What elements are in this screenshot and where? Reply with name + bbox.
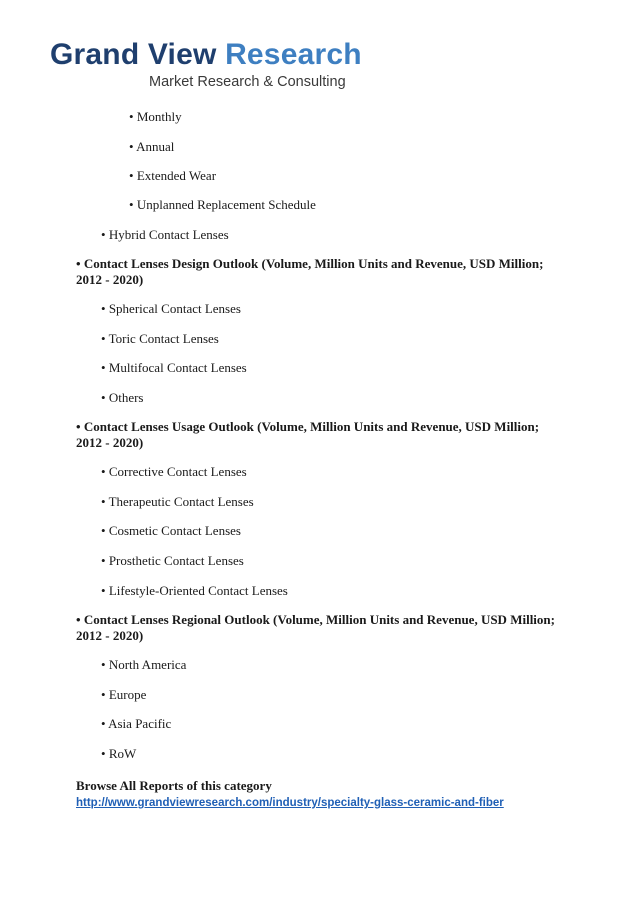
section-heading-regional: • Contact Lenses Regional Outlook (Volume, Million Units and Revenue, USD Million; 2012 - 2020) bbox=[76, 612, 555, 643]
brand-name-part1: Grand View bbox=[50, 38, 217, 71]
list-item: • Toric Contact Lenses bbox=[101, 331, 219, 346]
list-item: • Unplanned Replacement Schedule bbox=[129, 197, 316, 212]
list-item: • Monthly bbox=[129, 109, 182, 124]
list-item: • Annual bbox=[129, 139, 175, 154]
list-item: • Spherical Contact Lenses bbox=[101, 301, 241, 316]
brand-name bbox=[50, 38, 362, 72]
browse-reports bbox=[76, 778, 566, 811]
brand-tagline: Market Research & Consulting bbox=[149, 74, 346, 90]
list-item: • Hybrid Contact Lenses bbox=[101, 227, 229, 242]
list-item: • Europe bbox=[101, 687, 147, 702]
brand-logo bbox=[50, 38, 362, 90]
category-link[interactable]: http://www.grandviewresearch.com/industry/specialty-glass-ceramic-and-fiber bbox=[76, 797, 504, 809]
list-item: • Corrective Contact Lenses bbox=[101, 464, 247, 479]
list-item: • Prosthetic Contact Lenses bbox=[101, 553, 244, 568]
list-item: • Multifocal Contact Lenses bbox=[101, 360, 247, 375]
list-item: • Asia Pacific bbox=[101, 716, 172, 731]
list-item: • RoW bbox=[101, 746, 137, 761]
list-item: • North America bbox=[101, 657, 187, 672]
list-item: • Others bbox=[101, 390, 144, 405]
section-heading-usage: • Contact Lenses Usage Outlook (Volume, Million Units and Revenue, USD Million; 2012 - 2020) bbox=[76, 419, 540, 450]
list-item: • Cosmetic Contact Lenses bbox=[101, 523, 241, 538]
brand-name-part2: Research bbox=[225, 38, 362, 71]
list-item: • Therapeutic Contact Lenses bbox=[101, 494, 254, 509]
list-item: • Extended Wear bbox=[129, 168, 217, 183]
section-heading-design: • Contact Lenses Design Outlook (Volume, Million Units and Revenue, USD Million; 2012 - 2020) bbox=[76, 256, 544, 287]
list-item: • Lifestyle-Oriented Contact Lenses bbox=[101, 583, 288, 598]
browse-label: Browse All Reports of this category bbox=[76, 778, 272, 793]
